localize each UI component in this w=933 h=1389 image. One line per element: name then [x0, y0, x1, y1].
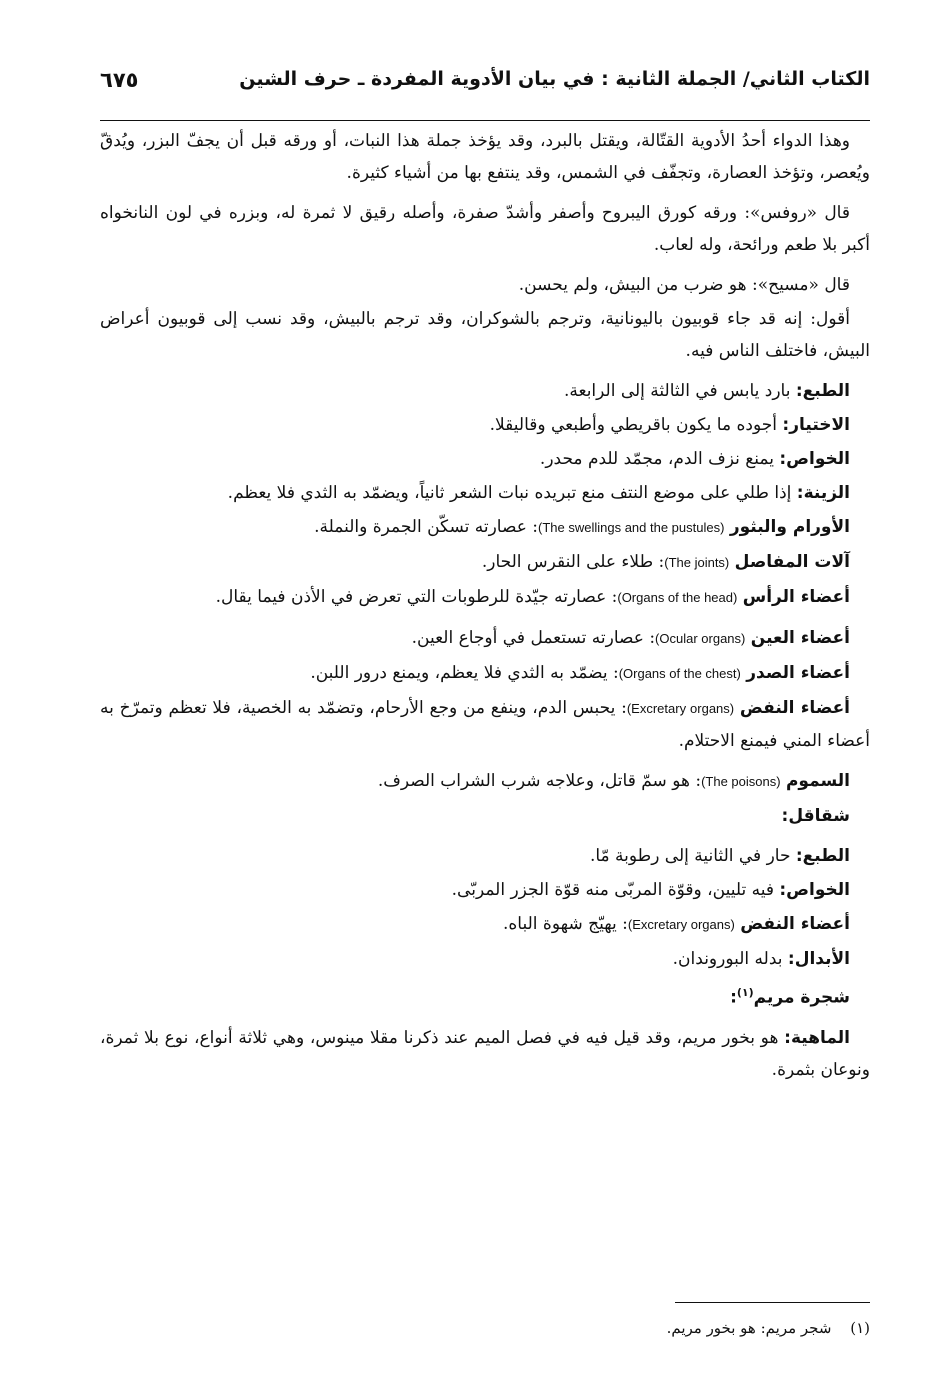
entry-text: هو بخور مريم، وقد قيل فيه في فصل الميم عند ذكرنا مقلا مينوس، وهي ثلاثة أنواع، نوع بلا ثمرة، ونوعان بثمرة.: [100, 1027, 870, 1080]
entry-english: (Excretary organs): [626, 701, 735, 716]
entry-text: حار في الثانية إلى رطوبة مّا.: [589, 846, 791, 866]
entry-english: (Excretary organs): [627, 917, 735, 932]
footnote-number: (١): [850, 1319, 870, 1337]
entry-joints: [100, 546, 870, 579]
entry-title-shaqaqil: شقاقل:: [781, 806, 850, 826]
entry-label: الأورام والبثور: [729, 517, 850, 537]
entry-label: الطبع:: [795, 846, 850, 866]
entry-english: (The swellings and the pustules): [538, 520, 725, 535]
entry-label: أعضاء الرأس: [742, 587, 850, 607]
entry-quiddity: [100, 1022, 870, 1086]
footnote-text: شجر مريم: هو بخور مريم.: [666, 1319, 832, 1337]
footnote-rule: [675, 1302, 870, 1303]
entry-excretory: [100, 908, 870, 941]
entry-properties: [100, 443, 870, 475]
paragraph: قال «مسيح»: هو ضرب من البيش، ولم يحسن.: [518, 275, 850, 295]
paragraph: قال «روفس»: ورقه كورق اليبروح وأصفر وأشدّ صفرة، وأصله رقيق لا ثمرة له، وبزره في لون النانخواه أكبر بلا طعم ورائحة، وله لعاب.: [100, 203, 870, 255]
entry-label: الاختيار:: [782, 415, 850, 435]
entry-text: : يحبس الدم، وينفع من وجع الأرحام، وتضمّد به الخصية، فلا تعظم وتمرّخ به أعضاء المني فيمنع الاحتلام.: [100, 698, 870, 751]
entry-label: السموم: [785, 771, 850, 791]
entry-title-colon: :: [730, 987, 737, 1008]
entry-label: الأبدال:: [787, 949, 850, 969]
entry-eye: [100, 622, 870, 655]
entry-cosmetics: [100, 477, 870, 509]
entry-text: : عصارته تسكّن الجمرة والنملة.: [314, 517, 538, 537]
entry-text: فيه تليين، وقوّة المربّى منه قوّة الجزر المربّى.: [451, 880, 774, 900]
entry-substitutes: [100, 943, 870, 975]
main-text: [100, 125, 870, 1094]
entry-text: : يضمّد به الثدي فلا يعظم، ويمنع درور اللبن.: [310, 663, 619, 683]
entry-text: : عصارته جيّدة للرطوبات التي تعرض في الأذن فيما يقال.: [215, 587, 618, 607]
entry-title-shajarat-maryam: [100, 977, 870, 1014]
entry-text: أجوده ما يكون باقريطي وأطبعي وقاليقلا.: [489, 415, 777, 435]
entry-english: (The poisons): [701, 774, 781, 789]
entry-nature: [100, 840, 870, 872]
entry-nature: [100, 375, 870, 407]
footnote: [100, 1316, 870, 1340]
entry-label: أعضاء العين: [750, 628, 850, 648]
entry-text: : يهيّج شهوة الباه.: [503, 914, 628, 934]
entry-english: (Organs of the chest): [618, 666, 741, 681]
entry-label: الزينة:: [796, 483, 850, 503]
entry-label: أعضاء الصدر: [746, 663, 850, 683]
entry-text: بارد يابس في الثالثة إلى الرابعة.: [563, 381, 791, 401]
entry-label: أعضاء النفض: [739, 698, 851, 718]
entry-selection: [100, 409, 870, 441]
entry-poisons: [100, 765, 870, 798]
entry-properties: [100, 874, 870, 906]
footnote-marker: (١): [736, 986, 754, 999]
entry-excretory: [100, 692, 870, 757]
entry-text: يمنع نزف الدم، مجمّد للدم محدر.: [539, 449, 774, 469]
entry-label: أعضاء النفض: [740, 914, 850, 934]
entry-text: : هو سمّ قاتل، وعلاجه شرب الشراب الصرف.: [377, 771, 702, 791]
entry-text: بدله البوروندان.: [672, 949, 783, 969]
entry-label: آلات المفاصل: [734, 552, 850, 572]
running-header: [100, 60, 870, 108]
entry-label: الخواص:: [779, 880, 850, 900]
header-title: الكتاب الثاني/ الجملة الثانية : في بيان الأدوية المفردة ـ حرف الشين: [239, 68, 870, 90]
entry-label: الطبع:: [795, 381, 850, 401]
entry-head: [100, 581, 870, 614]
paragraph: أقول: إنه قد جاء قوبيون باليونانية، وترجم بالشوكران، وقد ترجم بالبيش، وقد نسب إلى قوبيون أعراض البيش، فاختلف الناس فيه.: [100, 309, 870, 361]
entry-title-text: شجرة مريم: [753, 987, 850, 1008]
entry-chest: [100, 657, 870, 690]
entry-text: : طلاء على النقرس الحار.: [481, 552, 665, 572]
page-number: ٦٧٥: [100, 68, 139, 92]
header-rule: [100, 120, 870, 121]
entry-swellings: [100, 511, 870, 544]
entry-label: الماهية:: [784, 1027, 850, 1048]
entry-text: : عصارته تستعمل في أوجاع العين.: [411, 628, 656, 648]
entry-english: (Ocular organs): [655, 631, 746, 646]
entry-text: إذا طلي على موضع النتف منع تبريده نبات الشعر ثانياً، ويضمّد به الثدي فلا يعظم.: [227, 483, 792, 503]
entry-english: (Organs of the head): [617, 590, 738, 605]
entry-english: (The joints): [664, 555, 730, 570]
entry-label: الخواص:: [779, 449, 850, 469]
paragraph: وهذا الدواء أحدُ الأدوية القتّالة، ويقتل بالبرد، وقد يؤخذ جملة هذا النبات، أو ورقه قبل أن يجفّ البزر، ويُدقّ ويُعصر، وتؤخذ العصارة، وتجفّف في الشمس، وقد ينتفع بها من أشياء كثيرة.: [100, 131, 870, 183]
